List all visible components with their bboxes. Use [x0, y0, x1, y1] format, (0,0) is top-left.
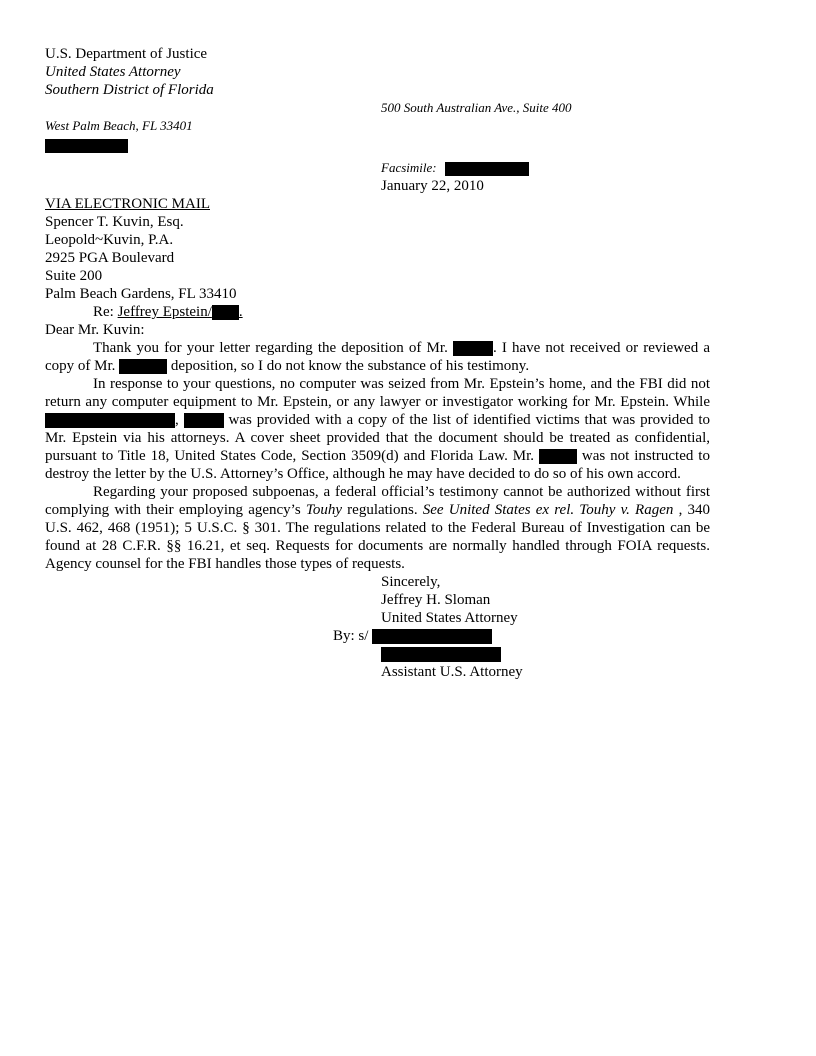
- recipient-address: [45, 213, 710, 303]
- body-paragraph-3: [45, 483, 710, 573]
- valediction: Sincerely,: [381, 574, 441, 590]
- closing-block: [45, 573, 710, 681]
- re-label: Re:: [93, 304, 118, 320]
- letter-page: [45, 45, 710, 681]
- phone-redaction-row: [45, 136, 710, 154]
- by-label: By: s/: [333, 628, 369, 644]
- letterhead: [45, 45, 710, 195]
- redacted-ausa-name: [381, 647, 501, 662]
- recipient-suite: Suite 200: [45, 268, 103, 284]
- redacted-re-name: [212, 305, 239, 320]
- redacted-name-2: [119, 359, 167, 374]
- letter-date: January 22, 2010: [381, 178, 484, 194]
- by-line: [333, 627, 710, 645]
- salutation: Dear Mr. Kuvin:: [45, 322, 145, 338]
- redacted-signature: [372, 629, 492, 644]
- recipient-name: Spencer T. Kuvin, Esq.: [45, 214, 184, 230]
- p3-text-b: regulations.: [341, 502, 423, 518]
- re-subject-text: Jeffrey Epstein/: [117, 304, 212, 320]
- re-suffix: .: [238, 304, 243, 320]
- street-address: 500 South Australian Ave., Suite 400: [381, 100, 572, 115]
- fax-row: [381, 159, 710, 177]
- redacted-name-5: [539, 449, 577, 464]
- city-address: West Palm Beach, FL 33401: [45, 118, 193, 133]
- signer-name: Jeffrey H. Sloman: [381, 592, 491, 608]
- district-name: Southern District of Florida: [45, 82, 214, 98]
- p3-text-c: , 340 U.S. 462, 468 (1951); 5 U.S.C. § 301. The regulations related to the Federal Bureau of Investigation can be found at 28 C.F.R. §§ 16.21, et seq. Requests for documents are normally handled through FOIA requests. Agency counsel for the FBI handles those types of requests.: [45, 502, 710, 572]
- recipient-city: Palm Beach Gardens, FL 33410: [45, 286, 237, 302]
- p3-citation: See United States ex rel. Touhy v. Ragen: [422, 502, 674, 518]
- redacted-name-3: [45, 413, 175, 428]
- body-paragraph-2: [45, 375, 710, 483]
- re-subject: [118, 304, 243, 320]
- redacted-ausa-row: [381, 645, 710, 663]
- redacted-phone: [45, 139, 128, 153]
- signer-title: United States Attorney: [381, 610, 518, 626]
- redacted-name-4: [184, 413, 224, 428]
- office-name: United States Attorney: [45, 64, 181, 80]
- p3-touhy: Touhy: [305, 502, 342, 518]
- redacted-fax: [445, 162, 529, 176]
- body-paragraph-1: [45, 339, 710, 375]
- p1-text-b: . I have not received or reviewed a copy of Mr.: [45, 340, 710, 374]
- re-line: [45, 303, 710, 321]
- p1-text-a: Thank you for your letter regarding the deposition of Mr.: [93, 340, 453, 356]
- delivery-method: VIA ELECTRONIC MAIL: [45, 196, 210, 212]
- p1-text-c: deposition, so I do not know the substance of his testimony.: [167, 358, 530, 374]
- p2-text-a: In response to your questions, no computer was seized from Mr. Epstein’s home, and the FBI did not return any computer equipment to Mr. Epstein, or any lawyer or investigator working for Mr. Epstein. While: [45, 376, 710, 410]
- p2-text-c: was provided with a copy of the list of identified victims that was provided to Mr. Epstein via his attorneys. A cover sheet provided that the document should be treated as confidential, pursuant to Title 18, United States Code, Section 3509(d) and Florida Law. Mr.: [45, 412, 710, 464]
- recipient-firm: Leopold~Kuvin, P.A.: [45, 232, 174, 248]
- p3-text-a: Regarding your proposed subpoenas, a federal official’s testimony cannot be authorized without first complying with their employing agency’s: [45, 484, 710, 518]
- redacted-name-1: [453, 341, 493, 356]
- fax-label: Facsimile:: [381, 160, 437, 175]
- p2-text-b: ,: [175, 412, 184, 428]
- recipient-street: 2925 PGA Boulevard: [45, 250, 175, 266]
- ausa-title: Assistant U.S. Attorney: [381, 664, 523, 680]
- department-name: U.S. Department of Justice: [45, 46, 208, 62]
- p2-text-d: was not instructed to destroy the letter by the U.S. Attorney’s Office, although he may have decided to do so of his own accord.: [45, 448, 710, 482]
